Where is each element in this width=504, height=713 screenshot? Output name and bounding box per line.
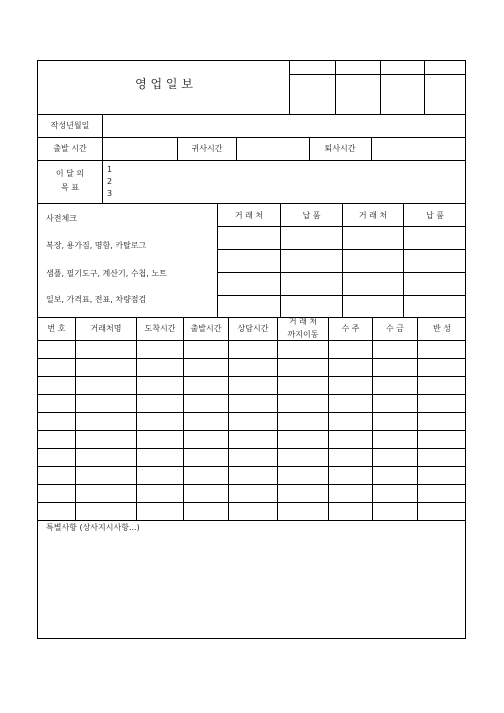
- row-line: [37, 317, 466, 318]
- header-arrival-time: 도착시간: [144, 324, 176, 333]
- goal-number-2: 2: [107, 177, 113, 186]
- header-number: 번 호: [47, 324, 66, 333]
- table-row: [37, 502, 466, 503]
- table-row: [37, 520, 466, 521]
- special-note-label: 특별사항 (상사지시사항...): [46, 523, 140, 532]
- row-line: [37, 203, 466, 204]
- col-line: [136, 317, 137, 520]
- table-row: [37, 466, 466, 467]
- approval-grid-line: [424, 60, 425, 114]
- header-consult-time: 상담시간: [237, 324, 269, 333]
- precheck-header-delivery: 납 품: [302, 211, 321, 220]
- col-line: [417, 317, 418, 520]
- date-field[interactable]: [103, 115, 465, 136]
- header-collection: 수 금: [386, 324, 404, 333]
- precheck-item: 샘플, 필기도구, 계산기, 수첩, 노트: [46, 269, 167, 278]
- depart-time-label: 출발 시간: [53, 144, 87, 153]
- header-travel-line1: 거 래 처: [288, 317, 318, 326]
- precheck-header-client: 거 래 처: [358, 211, 388, 220]
- table-row: [37, 394, 466, 395]
- return-time-label: 귀사시간: [191, 144, 223, 153]
- header-departure-time: 출발시간: [190, 324, 222, 333]
- precheck-header-delivery: 납 품: [426, 211, 444, 220]
- precheck-item: 일보, 가격표, 전표, 차량점검: [46, 295, 147, 304]
- page-title: 영 업 일 보: [135, 77, 193, 91]
- date-label: 작성년월일: [50, 121, 90, 130]
- leave-time-field[interactable]: [372, 138, 465, 159]
- col-line: [372, 317, 373, 520]
- col-line: [75, 317, 76, 520]
- precheck-title: 사전체크: [46, 214, 77, 223]
- col-line: [277, 317, 278, 520]
- col-line: [328, 317, 329, 520]
- table-row: [37, 484, 466, 485]
- header-travel-line2: 까지이동: [287, 330, 319, 339]
- row-line: [217, 249, 466, 250]
- return-time-field[interactable]: [237, 138, 308, 159]
- row-line: [217, 272, 466, 273]
- goal-label-line1: 이 달 의: [55, 169, 85, 178]
- row-line: [217, 226, 466, 227]
- special-note-field[interactable]: [38, 535, 465, 638]
- table-row: [37, 430, 466, 431]
- table-row: [37, 376, 466, 377]
- table-row: [37, 412, 466, 413]
- approval-grid-line: [289, 74, 466, 75]
- col-line: [183, 317, 184, 520]
- goal-label-line2: 목 표: [61, 183, 79, 192]
- goal-field[interactable]: [115, 161, 465, 202]
- precheck-item: 복장, 용가짐, 명함, 카탈로그: [46, 241, 147, 250]
- precheck-header-client: 거 래 처: [234, 211, 264, 220]
- row-line: [37, 340, 466, 341]
- table-row: [37, 358, 466, 359]
- approval-grid-line: [289, 60, 290, 114]
- header-reflection: 반 성: [433, 324, 451, 333]
- header-client-name: 거래처명: [90, 324, 122, 333]
- table-row: [37, 448, 466, 449]
- goal-number-3: 3: [107, 189, 113, 198]
- header-orders: 수 주: [341, 324, 360, 333]
- leave-time-label: 퇴사시간: [324, 144, 356, 153]
- approval-grid-line: [380, 60, 381, 114]
- depart-time-field[interactable]: [103, 138, 176, 159]
- row-line: [217, 295, 466, 296]
- approval-grid-line: [335, 60, 336, 114]
- goal-number-1: 1: [107, 165, 113, 174]
- col-line: [228, 317, 229, 520]
